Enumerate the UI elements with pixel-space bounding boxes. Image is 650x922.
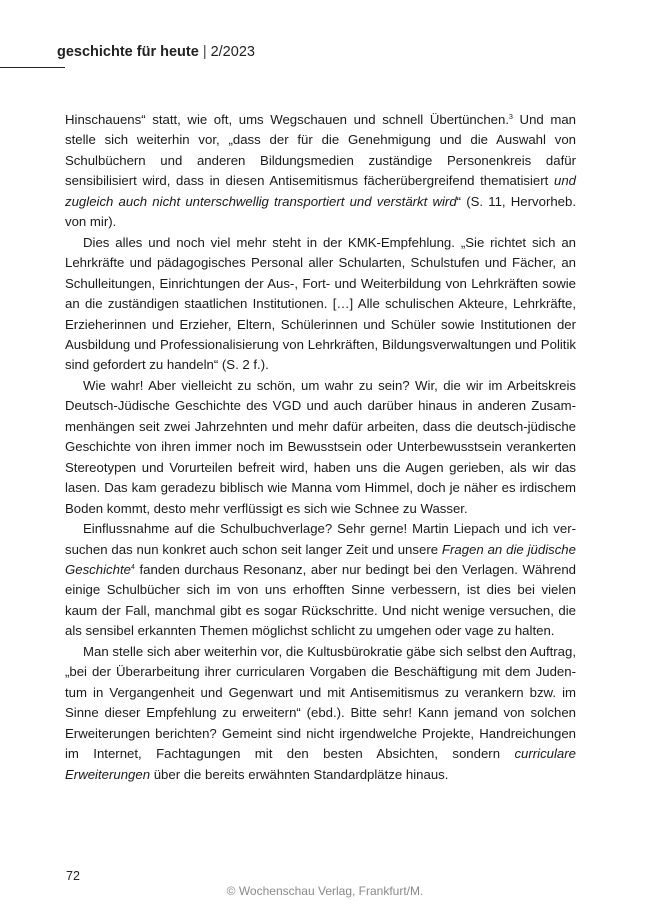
text-segment: Wie wahr! Aber vielleicht zu schön, um wahr zu sein? Wir, die wir im Arbeitskreis Deutsch-Jüdische Geschichte des VGD und auch darüber hinaus in anderen Zusammenhängen seit zwei Jahrzehnten und mehr dafür arbeiten, dass die deutsch-jüdische Geschichte von ihren immer noch im Bewusstsein oder Unterbewusstsein verankerten Stereotypen und Vorurteilen befreit wird, haben uns die Augen gerieben, als wir das lasen. Das kam geradezu biblisch wie Manna vom Himmel, doch je näher es irdischem Boden kommt, desto mehr verflüssigt es sich wie Schnee zu Wasser.: [65, 377, 576, 516]
copyright-footer: © Wochenschau Verlag, Frankfurt/M.: [226, 884, 424, 898]
paragraph: [65, 519, 576, 642]
paragraph: [65, 110, 576, 233]
header-separator: |: [202, 44, 207, 60]
text-segment: Und man stelle sich weiterhin vor, „dass der für die Genehmigung und die Auswahl von Schulbüchern und anderen Bildungsmedien zuständige Personenkreis dafür sensibilisiert wird, dass in diesen Antisemitismus fächerübergreifend thematisiert: [65, 112, 576, 189]
journal-title: geschichte für heute: [57, 44, 199, 60]
footnote-marker: 4: [130, 563, 135, 571]
text-segment: fanden durchaus Resonanz, aber nur bedingt bei den Verlagen. Während einige Schulbücher sich im von uns erhofften Sinne verbessern, ist dies bei vielen kaum der Fall, manchmal gibt es sogar Rückschritte. Und nicht wenige versuchen, die als sensibel erkannten Themen möglichst schlicht zu umgehen oder vage zu halten.: [65, 561, 576, 639]
text-segment: über die bereits erwähnten Standardplätze hinaus.: [150, 766, 449, 782]
issue-number: 2/2023: [210, 44, 255, 60]
emphasis-text: Fragen an die jüdische Geschichte: [65, 541, 576, 577]
text-segment: Einflussnahme auf die Schulbuchverlage? Sehr gerne! Martin Liepach und ich versuchen das nun konkret auch schon seit langer Zeit und unsere: [65, 521, 576, 557]
text-segment: Man stelle sich aber weiterhin vor, die Kultusbürokratie gäbe sich selbst den Auftrag, „bei der Überarbeitung ihrer curricularen Vorgaben die Beschäftigung mit dem Judentum in Vergangenheit und Gegenwart und mit Antisemitismus zu verankern bzw. im Sinne dieser Empfehlung zu erweitern“ (ebd.). Bitte sehr! Kann jemand von solchen Erweiterungen berichten? Gemeint sind nicht irgendwelche Projekte, Handreichungen im Internet, Fachtagungen mit den besten Absichten, sondern: [65, 643, 576, 762]
paragraph: [65, 233, 576, 376]
footnote-marker: 3: [509, 114, 513, 121]
emphasis-text: und zugleich auch nicht unterschwellig transportiert und verstärkt wird: [65, 173, 576, 209]
text-segment: “ (S. 11, Hervorheb. von mir).: [65, 193, 576, 230]
header-rule: [0, 67, 65, 68]
page-number: 72: [66, 869, 80, 883]
paragraph: [65, 642, 576, 785]
text-segment: Hinschauens“ statt, wie oft, ums Wegschauen und schnell Übertünchen.: [65, 112, 510, 127]
running-header: [57, 44, 255, 60]
paragraph: [65, 376, 576, 519]
emphasis-text: curriculare Erweiterungen: [65, 746, 576, 782]
text-segment: Dies alles und noch viel mehr steht in der KMK-Empfehlung. „Sie richtet sich an Lehrkräfte und pädagogisches Personal aller Schularten, Schulstufen und Fächer, an Schulleitungen, Einrichtungen der Aus-, Fort- und Weiterbildung von Lehrkräften sowie an die zuständigen staatlichen Institutionen. […] Alle schulischen Akteure, Lehrkräfte, Erzieherinnen und Erzieher, Eltern, Schülerinnen und Schüler sowie Institutionen der Ausbildung und Professionalisierung von Lehrkräften, Bildungsverwaltungen und Politik sind gefordert zu handeln“ (S. 2 f.).: [65, 234, 576, 373]
body-text: [65, 110, 576, 785]
